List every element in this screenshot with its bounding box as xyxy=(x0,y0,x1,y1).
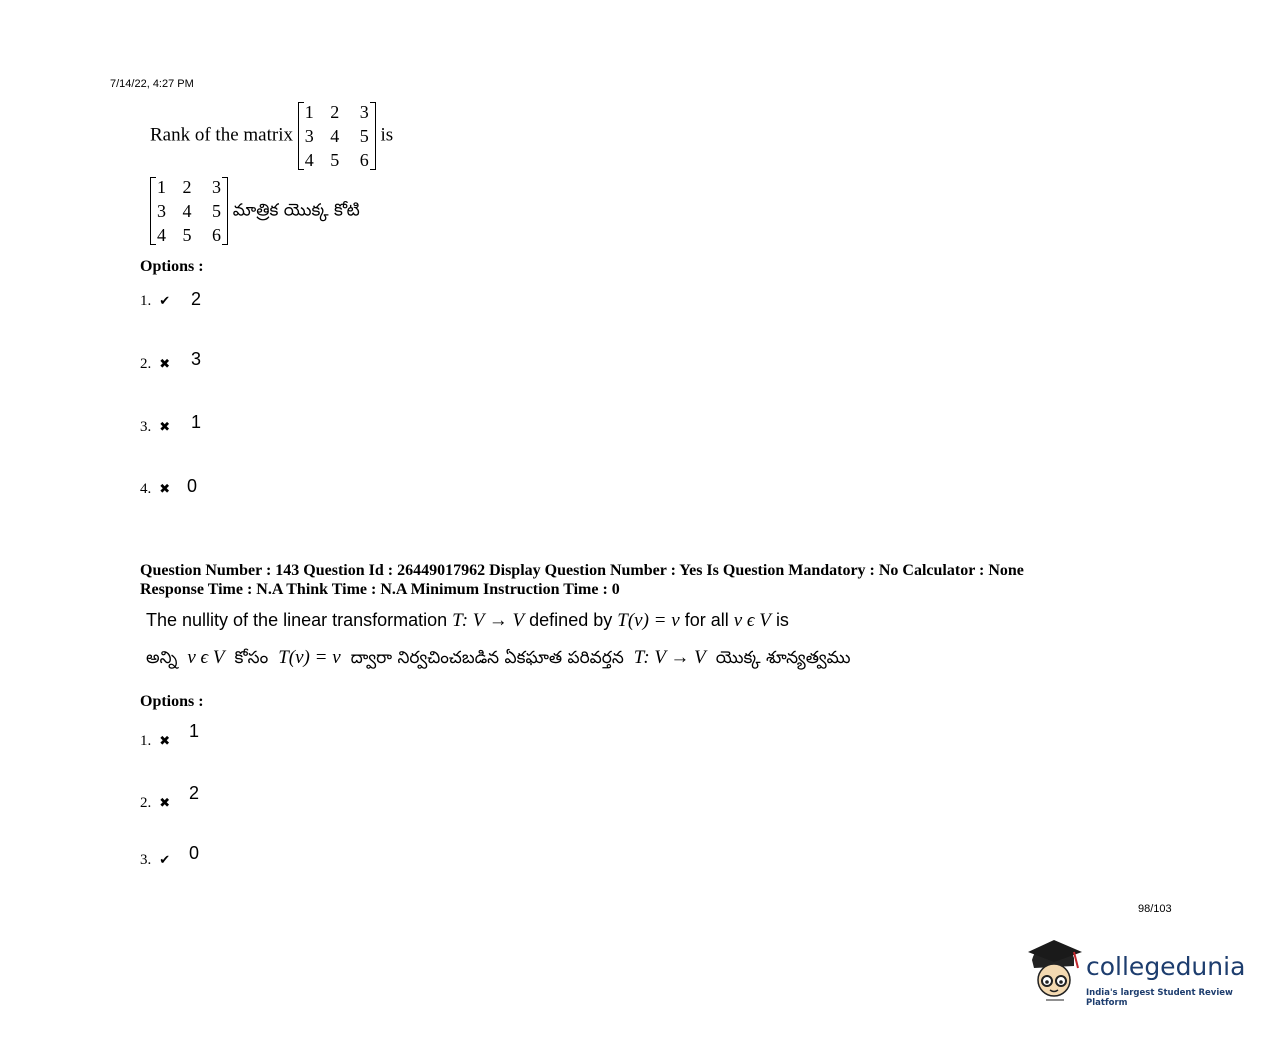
question1-telugu xyxy=(150,175,360,247)
option-item[interactable] xyxy=(140,476,198,498)
q2-te-part: ద్వారా నిర్వచించబడిన ఏకఘాత పరివర్తన xyxy=(350,648,624,668)
check-icon: ✔ xyxy=(159,853,171,868)
option-item[interactable] xyxy=(140,721,200,750)
q2-te-part: యొక్క శూన్యత్వము xyxy=(715,648,851,668)
matrix-row: 4 5 6 xyxy=(304,150,369,170)
option-value: 0 xyxy=(187,476,198,496)
q2-math: T: V → V xyxy=(633,647,706,668)
question1-telugu-text: మాత్రిక యొక్క కోటి xyxy=(232,200,360,221)
q2-text-part: The nullity of the linear transformation xyxy=(146,610,448,630)
q2-math: T: V → V xyxy=(452,610,525,631)
q2-math: T(v) = v xyxy=(617,610,680,631)
matrix-row: 1 2 3 xyxy=(304,102,369,122)
q2-te-part: అన్ని xyxy=(146,648,178,668)
check-icon: ✔ xyxy=(159,294,171,309)
question2-meta xyxy=(140,561,1140,599)
option-value: 3 xyxy=(191,349,202,369)
question1-matrix-telugu xyxy=(150,175,228,247)
question2-options-label: Options : xyxy=(140,693,204,710)
option-item[interactable] xyxy=(140,783,200,812)
option-value: 2 xyxy=(189,783,200,803)
mascot-logo-icon xyxy=(1024,938,1086,1008)
question1-text: Rank of the matrix xyxy=(150,124,293,146)
q2-math: v ϵ V xyxy=(733,610,771,631)
timestamp: 7/14/22, 4:27 PM xyxy=(110,78,194,90)
question2-meta-line2: Response Time : N.A Think Time : N.A Minimum Instruction Time : 0 xyxy=(140,581,620,598)
matrix-row: 1 2 3 xyxy=(157,177,221,197)
q2-te-part: కోసం xyxy=(234,648,269,668)
q2-text-part: defined by xyxy=(529,610,613,630)
option-item[interactable] xyxy=(140,843,200,869)
question1-options-label: Options : xyxy=(140,258,204,275)
cross-icon: ✖ xyxy=(159,482,171,497)
option-value: 1 xyxy=(189,721,200,741)
q2-text-part: for all xyxy=(684,610,729,630)
cross-icon: ✖ xyxy=(159,734,171,749)
cross-icon: ✖ xyxy=(159,796,171,811)
option-number: 3. xyxy=(140,419,152,435)
option-number: 2. xyxy=(140,356,152,372)
option-number: 1. xyxy=(140,293,152,309)
cross-icon: ✖ xyxy=(159,420,171,435)
logo-name: collegedunia xyxy=(1086,952,1246,981)
matrix-row: 3 4 5 xyxy=(157,201,221,221)
question2-english xyxy=(146,610,789,632)
question1-matrix xyxy=(298,100,376,172)
option-value: 2 xyxy=(191,289,202,309)
option-number: 4. xyxy=(140,481,152,497)
q2-text-part: is xyxy=(775,610,789,630)
question2-meta-line1: Question Number : 143 Question Id : 26449017962 Display Question Number : Yes Is Question Mandatory : No Calculator : None xyxy=(140,562,1024,579)
matrix-row: 3 4 5 xyxy=(304,126,369,146)
cross-icon: ✖ xyxy=(159,357,171,372)
question2-telugu xyxy=(146,647,851,672)
q2-math: T(v) = v xyxy=(278,647,341,668)
option-value: 0 xyxy=(189,843,200,863)
option-number: 1. xyxy=(140,733,152,749)
question1-suffix: is xyxy=(380,124,394,146)
q2-math: v ϵ V xyxy=(187,647,225,668)
option-number: 3. xyxy=(140,852,152,868)
option-item[interactable] xyxy=(140,412,202,436)
matrix-row: 4 5 6 xyxy=(157,225,221,245)
collegedunia-logo[interactable] xyxy=(1024,938,1254,1008)
option-item[interactable] xyxy=(140,289,202,310)
page-number: 98/103 xyxy=(1138,903,1172,915)
option-value: 1 xyxy=(191,412,202,432)
option-number: 2. xyxy=(140,795,152,811)
logo-tagline: India's largest Student Review Platform xyxy=(1086,988,1233,1008)
option-item[interactable] xyxy=(140,349,202,373)
question1-english xyxy=(150,100,393,172)
